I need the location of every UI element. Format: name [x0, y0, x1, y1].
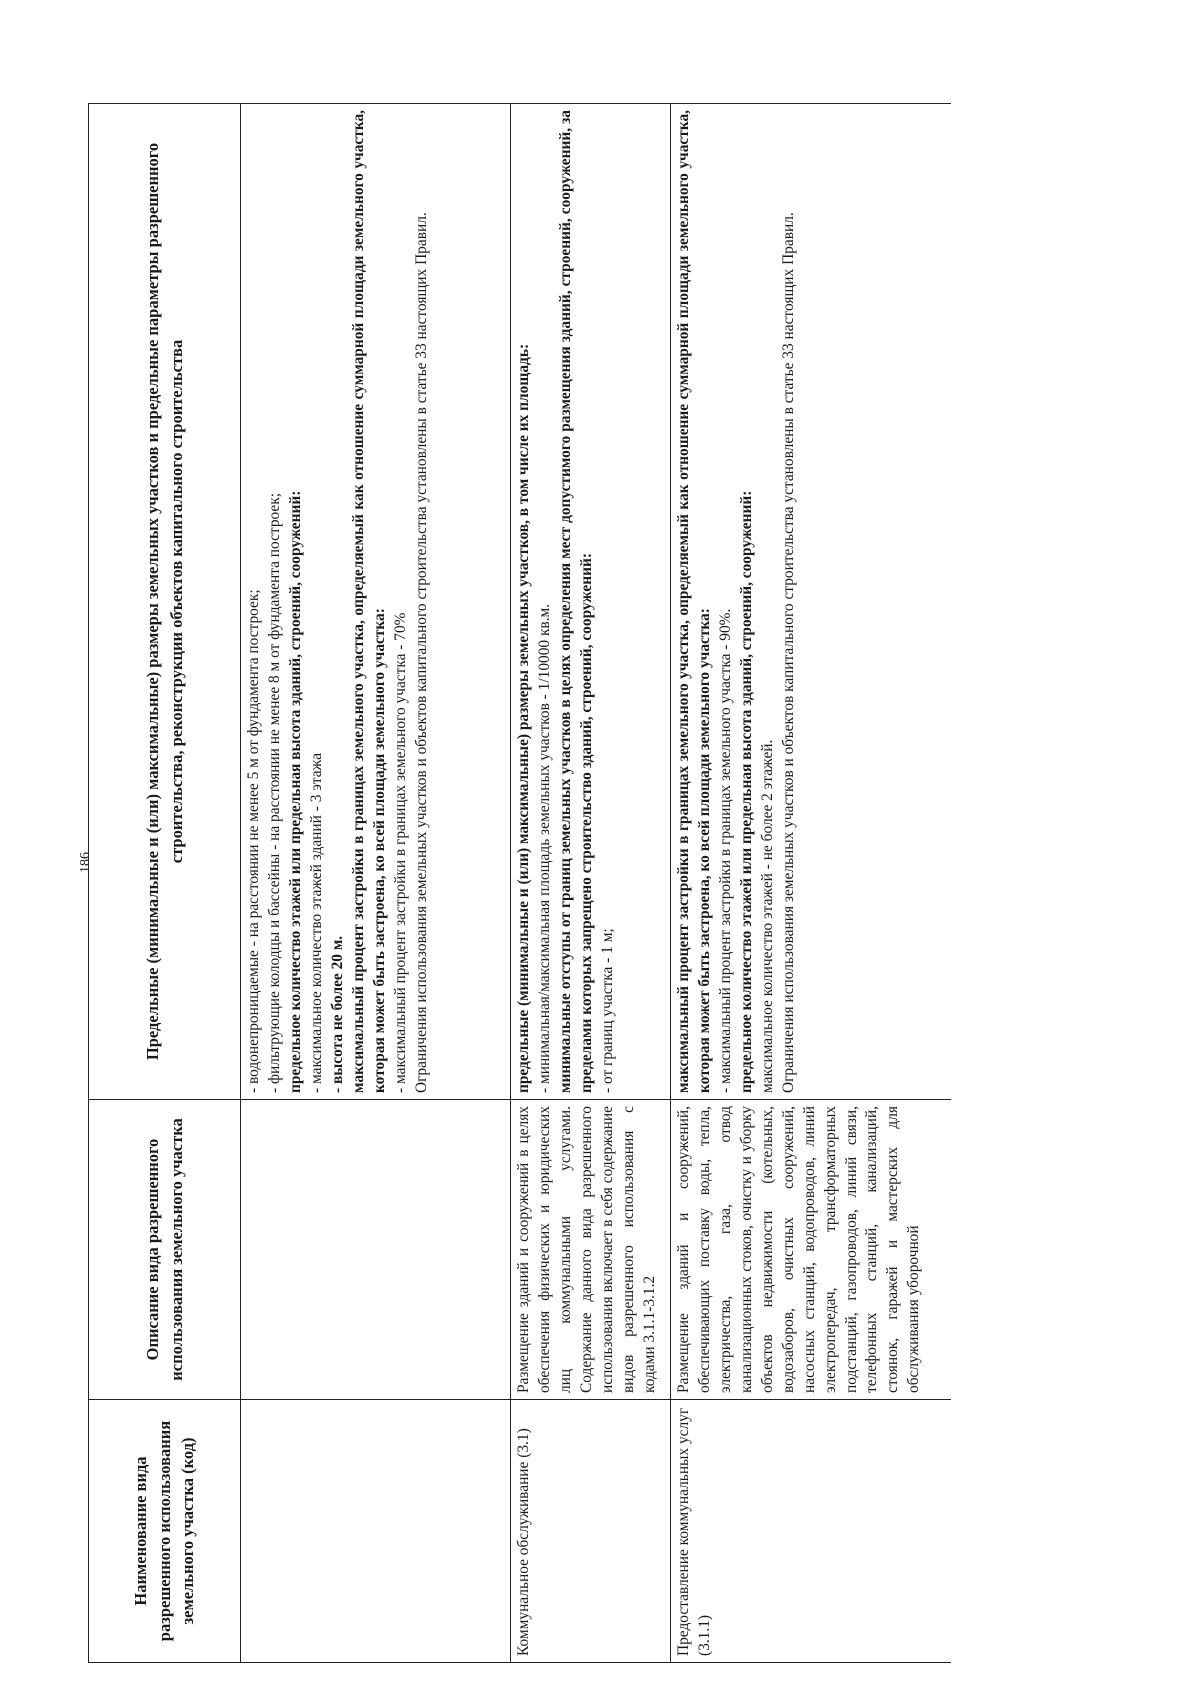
param-line: - фильтрующие колодцы и бассейны - на расстоянии не менее 8 м от фундамента построек; [265, 493, 283, 1093]
table-row [241, 104, 511, 1663]
row2-name: Коммунальное обслуживание (3.1) [511, 1400, 671, 1663]
param-line: предельное количество этажей или предельная высота зданий, строений, сооружений: [286, 490, 304, 1093]
param-line: - высота не более 20 м. [328, 935, 346, 1093]
param-line: - водонепроницаемые - на расстоянии не менее 5 м от фундамента построек; [245, 589, 262, 1093]
param-line: - максимальный процент застройки в границах земельного участка - 70% [391, 612, 409, 1093]
param-line: предельные (минимальные и (или) максимальные) размеры земельных участков, в том числе их площадь: [515, 343, 532, 1093]
param-line: - максимальный процент застройки в границах земельного участка - 90%. [716, 608, 734, 1093]
param-line: максимальное количество этажей - не более 2 этажей. [758, 739, 776, 1093]
param-line: - минимальная/максимальная площадь земельных участков - 1/10000 кв.м. [535, 603, 553, 1093]
param-line: Ограничения использования земельных участков и объектов капитального строительства установлены в статье 33 настоящих Правил. [779, 212, 797, 1093]
row3-name: Предоставление коммунальных услуг (3.1.1) [671, 1400, 951, 1663]
row1-description [241, 1100, 511, 1400]
header-row [89, 104, 241, 1663]
header-name: Наименование вида разрешенного использования земельного участка (код) [89, 1400, 241, 1663]
table-row [671, 104, 951, 1663]
row3-description: Размещение зданий и сооружений, обеспечивающих поставку воды, тепла, электричества, газа, отвод канализационных стоков, очистку и уборку объектов недвижимости (котельных, водозаборов, очистных сооружений, насосных станций, водопроводов, линий электропередач, трансформаторных подстанций, газопроводов, линий связи, телефонных станций, канализаций, стоянок, гаражей и мастерских для обслуживания уборочной [671, 1100, 951, 1400]
page-number: 186 [78, 852, 93, 873]
param-line: максимальный процент застройки в границах земельного участка, определяемый как отношение суммарной площади земельного участка, которая может быть застроена, ко всей площади земельного участка: [349, 110, 388, 1093]
row2-params [511, 104, 671, 1100]
param-line: - максимальное количество этажей зданий - 3 этажа [307, 752, 325, 1093]
table-row [511, 104, 671, 1663]
row1-name [241, 1400, 511, 1663]
param-line: максимальный процент застройки в границах земельного участка, определяемый как отношение суммарной площади земельного участка, которая может быть застроена, ко всей площади земельного участка: [675, 110, 713, 1093]
param-line: Ограничения использования земельных участков и объектов капитального строительства установлены в статье 33 настоящих Правил. [412, 212, 430, 1093]
row3-params [671, 104, 951, 1100]
param-line: - от границ участка - 1 м; [598, 928, 616, 1093]
param-line: минимальные отступы от границ земельных участков в целях определения мест допустимого размещения зданий, строений, сооружений, за пределами которых запрещено строительство зданий, строений, сооружений: [556, 110, 595, 1093]
row1-params [241, 104, 511, 1100]
param-line: предельное количество этажей или предельная высота зданий, строений, сооружений: [737, 490, 755, 1093]
header-description: Описание вида разрешенного использования земельного участка [89, 1100, 241, 1400]
header-params: Предельные (минимальные и (или) максимальные) размеры земельных участков и предельные параметры разрешенного строительства, реконструкции объектов капитального строительства [89, 104, 241, 1100]
land-use-table [88, 103, 951, 1663]
row2-description: Размещение зданий и сооружений в целях обеспечения физических и юридических лиц коммунальными услугами. Содержание данного вида разрешенного использования включает в себя содержание видов разрешенного использования с кодами 3.1.1-3.1.2 [511, 1100, 671, 1400]
